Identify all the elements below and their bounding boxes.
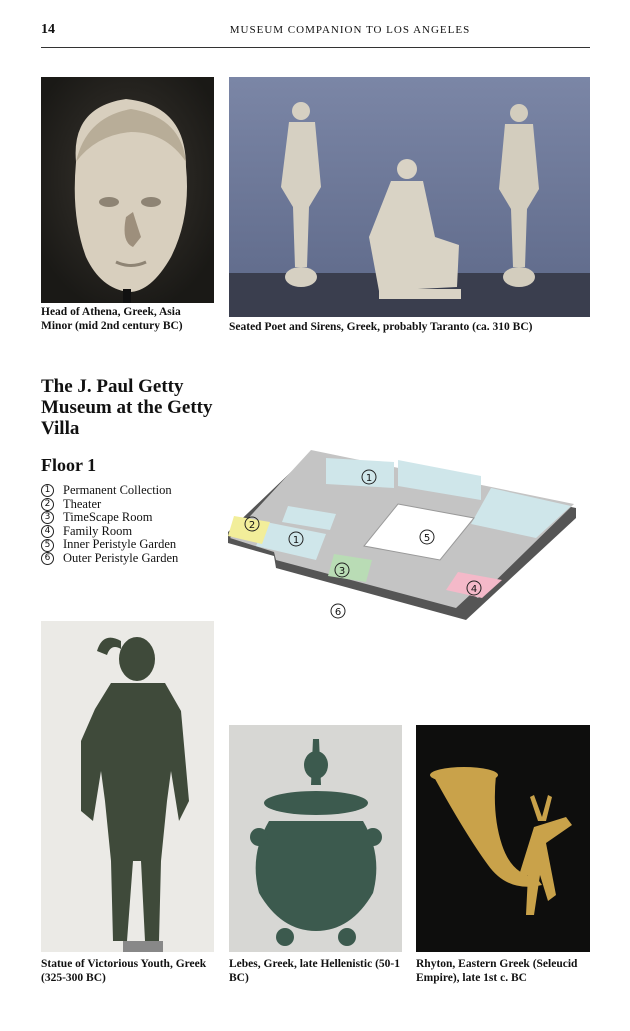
legend-label: Theater: [63, 496, 102, 511]
map-marker-6: 6: [334, 607, 342, 618]
athena-photo: [41, 77, 214, 303]
lebes-caption: Lebes, Greek, late Hellenistic (50-1 BC): [229, 958, 400, 984]
map-marker-3: 3: [338, 566, 346, 577]
map-marker-5: 5: [423, 533, 431, 544]
legend-item: [41, 525, 178, 539]
legend-number: 6: [41, 552, 54, 565]
legend-item: [41, 552, 178, 566]
legend-label: Permanent Collection: [63, 483, 172, 497]
legend-item: [41, 484, 178, 498]
map-marker-1a: 1: [365, 473, 373, 484]
legend-number: 3: [41, 511, 54, 524]
running-title: MUSEUM COMPANION TO LOS ANGELES: [229, 24, 471, 36]
legend-number: 5: [41, 539, 54, 552]
victorious-youth-photo: [41, 621, 214, 952]
collection-area-north: [326, 458, 394, 488]
floor-legend: [41, 484, 178, 566]
legend-item: [41, 498, 178, 512]
legend-label: Family Room: [63, 523, 133, 538]
legend-item: [41, 511, 178, 525]
page-number: 14: [41, 22, 55, 37]
section-title: The J. Paul Getty Museum at the Getty Villa: [41, 376, 213, 439]
lebes-photo: [229, 725, 402, 952]
victorious-youth-caption: Statue of Victorious Youth, Greek (325-300 BC): [41, 958, 207, 984]
poet-sirens-photo: [229, 77, 590, 317]
legend-item: [41, 538, 178, 552]
floor-heading: Floor 1: [41, 455, 97, 475]
rhyton-photo: [416, 725, 590, 952]
map-marker-4: 4: [470, 584, 478, 595]
legend-number: 2: [41, 498, 54, 511]
legend-number: 1: [41, 484, 54, 497]
rhyton-caption: Rhyton, Eastern Greek (Seleucid Empire), late 1st c. BC: [416, 958, 578, 984]
legend-label: TimeScape Room: [63, 510, 153, 525]
poet-sirens-caption: Seated Poet and Sirens, Greek, probably Taranto (ca. 310 BC): [229, 321, 533, 333]
header-rule: [41, 47, 590, 48]
map-marker-1b: 1: [292, 535, 300, 546]
map-marker-2: 2: [248, 520, 256, 531]
athena-caption: Head of Athena, Greek, Asia Minor (mid 2nd century BC): [41, 306, 183, 332]
floor-plan-map: [226, 448, 590, 626]
legend-number: 4: [41, 525, 54, 538]
legend-label: Inner Peristyle Garden: [63, 537, 177, 552]
legend-label: Outer Peristyle Garden: [63, 550, 179, 565]
